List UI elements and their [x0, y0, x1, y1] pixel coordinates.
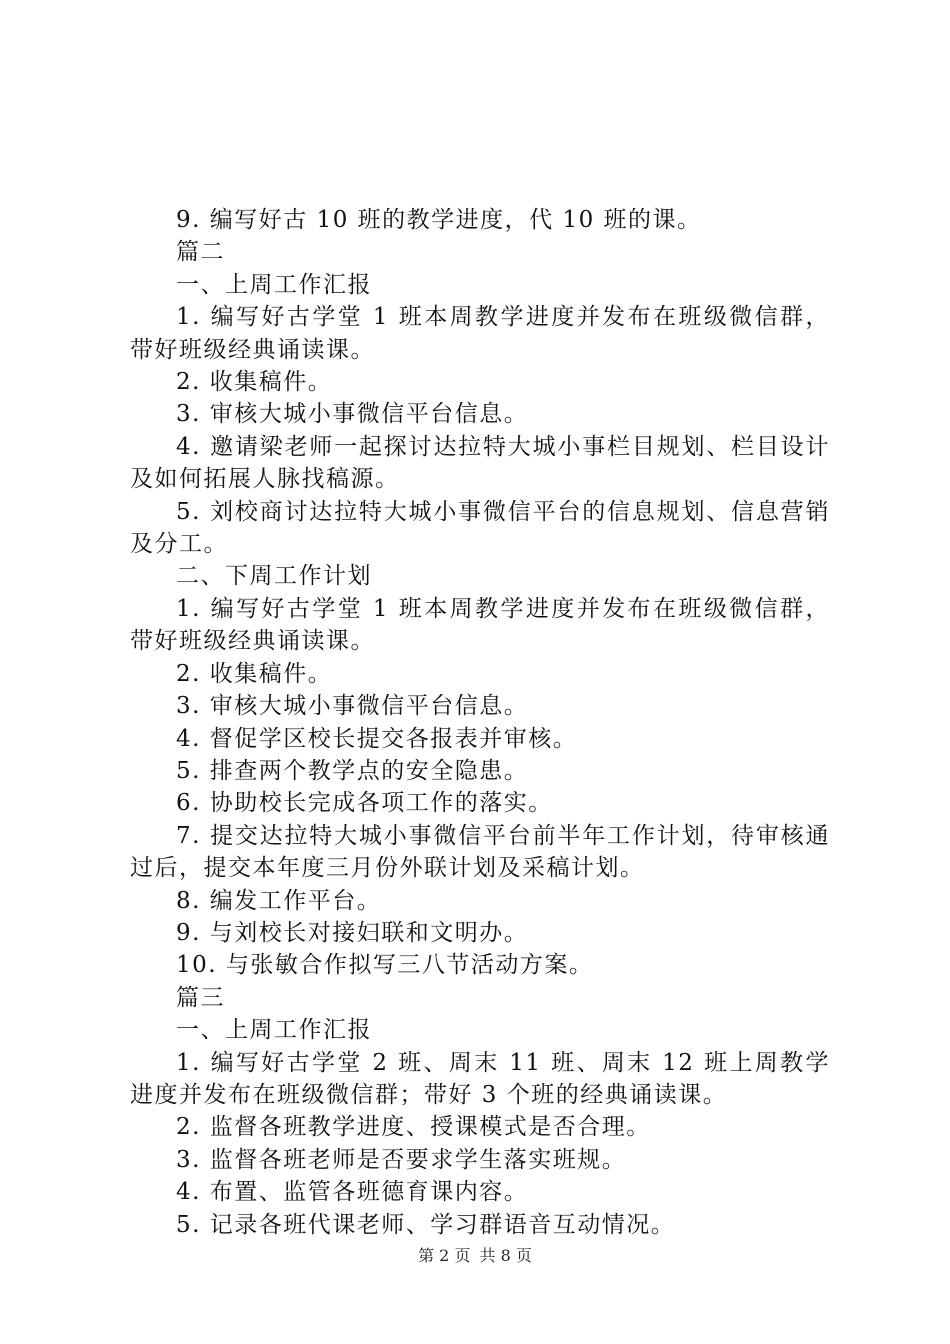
- document-body: [130, 204, 830, 1241]
- paragraph: 4. 督促学区校长提交各报表并审核。: [176, 725, 578, 752]
- section-heading: 篇三: [176, 984, 225, 1011]
- paragraph: 4. 布置、监管各班德育课内容。: [176, 1179, 529, 1206]
- paragraph: 3. 审核大城小事微信平台信息。: [176, 693, 529, 720]
- paragraph: 3. 监督各班老师是否要求学生落实班规。: [176, 1146, 627, 1173]
- paragraph: 8. 编发工作平台。: [176, 887, 382, 914]
- page-total: 共 8 页: [479, 1246, 532, 1265]
- paragraph: 2. 收集稿件。: [176, 369, 333, 396]
- paragraph: 7. 提交达拉特大城小事微信平台前半年工作计划，待审核通过后，提交本年度三月份外联计划及采稿计划。: [130, 822, 830, 882]
- paragraph: 9. 与刘校长对接妇联和文明办。: [176, 919, 529, 946]
- paragraph: 6. 协助校长完成各项工作的落实。: [176, 790, 553, 817]
- section-heading: 篇二: [176, 239, 225, 266]
- subsection-heading: 二、下周工作计划: [176, 563, 372, 590]
- paragraph: 10. 与张敏合作拟写三八节活动方案。: [176, 952, 594, 979]
- page-number: 第 2 页: [418, 1246, 471, 1265]
- paragraph: 5. 记录各班代课老师、学习群语音互动情况。: [176, 1211, 676, 1238]
- page-footer: [0, 1243, 950, 1266]
- subsection-heading: 一、上周工作汇报: [176, 271, 372, 298]
- paragraph: 1. 编写好古学堂 2 班、周末 11 班、周末 12 班上周教学进度并发布在班级微信群；带好 3 个班的经典诵读课。: [130, 1049, 830, 1108]
- subsection-heading: 一、上周工作汇报: [176, 1017, 372, 1044]
- paragraph: 4. 邀请梁老师一起探讨达拉特大城小事栏目规划、栏目设计及如何拓展人脉找稿源。: [130, 433, 830, 493]
- paragraph: 1. 编写好古学堂 1 班本周教学进度并发布在班级微信群，带好班级经典诵读课。: [130, 595, 830, 655]
- paragraph: 2. 监督各班教学进度、授课模式是否合理。: [176, 1114, 651, 1141]
- paragraph: 1. 编写好古学堂 1 班本周教学进度并发布在班级微信群，带好班级经典诵读课。: [130, 304, 830, 363]
- paragraph: 2. 收集稿件。: [176, 660, 333, 687]
- paragraph: 3. 审核大城小事微信平台信息。: [176, 401, 529, 428]
- paragraph: 5. 刘校商讨达拉特大城小事微信平台的信息规划、信息营销及分工。: [130, 498, 830, 558]
- paragraph: 5. 排查两个教学点的安全隐患。: [176, 757, 529, 784]
- paragraph: 9. 编写好古 10 班的教学进度，代 10 班的课。: [176, 207, 702, 233]
